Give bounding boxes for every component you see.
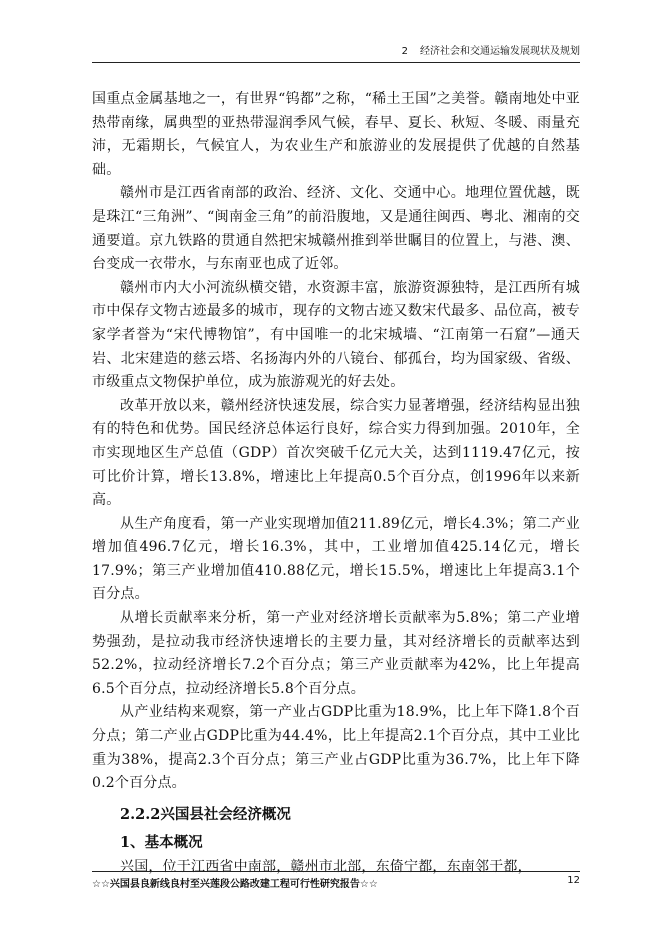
page-footer	[92, 871, 580, 890]
subsection-heading: 1、基本概况	[120, 834, 203, 852]
footer-title: ☆☆兴国县良新线良村至兴莲段公路改建工程可行性研究报告☆☆	[92, 879, 378, 890]
section-heading: 2.2.2兴国县社会经济概况	[120, 805, 291, 823]
paragraph: 兴国，位于江西省中南部，赣州市北部，东倚宁都，东南邻于都，	[120, 859, 532, 875]
paragraph: 国重点金属基地之一，有世界“钨都”之称，“稀土王国”之美誉。赣南地处中亚热带南缘，属典型的亚热带湿润季风气候，春早、夏长、秋短、冬暖、雨量充沛，无霜期长，气候宜人，为农业生产和旅游业的发展提供了优越的自然基础。	[92, 91, 580, 178]
paragraph: 赣州市内大小河流纵横交错，水资源丰富，旅游资源独特，是江西所有城市中保存文物古迹最多的城市，现存的文物古迹又数宋代最多、品位高，被专家学者誉为“宋代博物馆”，有中国唯一的北宋城墙、“江南第一石窟”—通天岩、北宋建造的慈云塔、名扬海内外的八镜台、郁孤台，均为国家级、省级、市级重点文物保护单位，成为旅游观光的好去处。	[92, 279, 580, 391]
paragraph: 赣州市是江西省南部的政治、经济、文化、交通中心。地理位置优越，既是珠江“三角洲”、“闽南金三角”的前沿腹地，又是通往闽西、粤北、湘南的交通要道。京九铁路的贯通自然把宋城赣州推到举世瞩目的位置上，与港、澳、台变成一衣带水，与东南亚也成了近邻。	[92, 185, 580, 273]
chapter-number: 2	[401, 46, 408, 57]
page-header	[92, 44, 580, 63]
chapter-title: 经济社会和交通运输发展现状及规划	[420, 46, 580, 57]
paragraph: 从生产角度看，第一产业实现增加值211.89亿元，增长4.3%；第二产业增加值496.7亿元，增长16.3%，其中，工业增加值425.14亿元，增长17.9%；第三产业增加值410.88亿元，增长15.5%，增速比上年提高3.1个百分点。	[92, 515, 580, 603]
paragraph: 从增长贡献率来分析，第一产业对经济增长贡献率为5.8%；第二产业增势强劲，是拉动我市经济快速增长的主要力量，其对经济增长的贡献率达到52.2%，拉动经济增长7.2个百分点；第三产业贡献率为42%，比上年提高6.5个百分点，拉动经济增长5.8个百分点。	[92, 610, 580, 697]
paragraph: 从产业结构来观察，第一产业占GDP比重为18.9%，比上年下降1.8个百分点；第二产业占GDP比重为44.4%，比上年提高2.1个百分点，其中工业比重为38%，提高2.3个百分点；第三产业占GDP比重为36.7%，比上年下降0.2个百分点。	[92, 704, 580, 792]
document-body	[92, 88, 580, 880]
paragraph: 改革开放以来，赣州经济快速发展，综合实力显著增强，经济结构显出独有的特色和优势。国民经济总体运行良好，综合实力得到加强。2010年，全市实现地区生产总值（GDP）首次突破千亿元大关，达到1119.47亿元，按可比价计算，增长13.8%，增速比上年提高0.5个百分点，创1996年以来新高。	[92, 397, 580, 509]
page-number: 12	[567, 875, 580, 886]
